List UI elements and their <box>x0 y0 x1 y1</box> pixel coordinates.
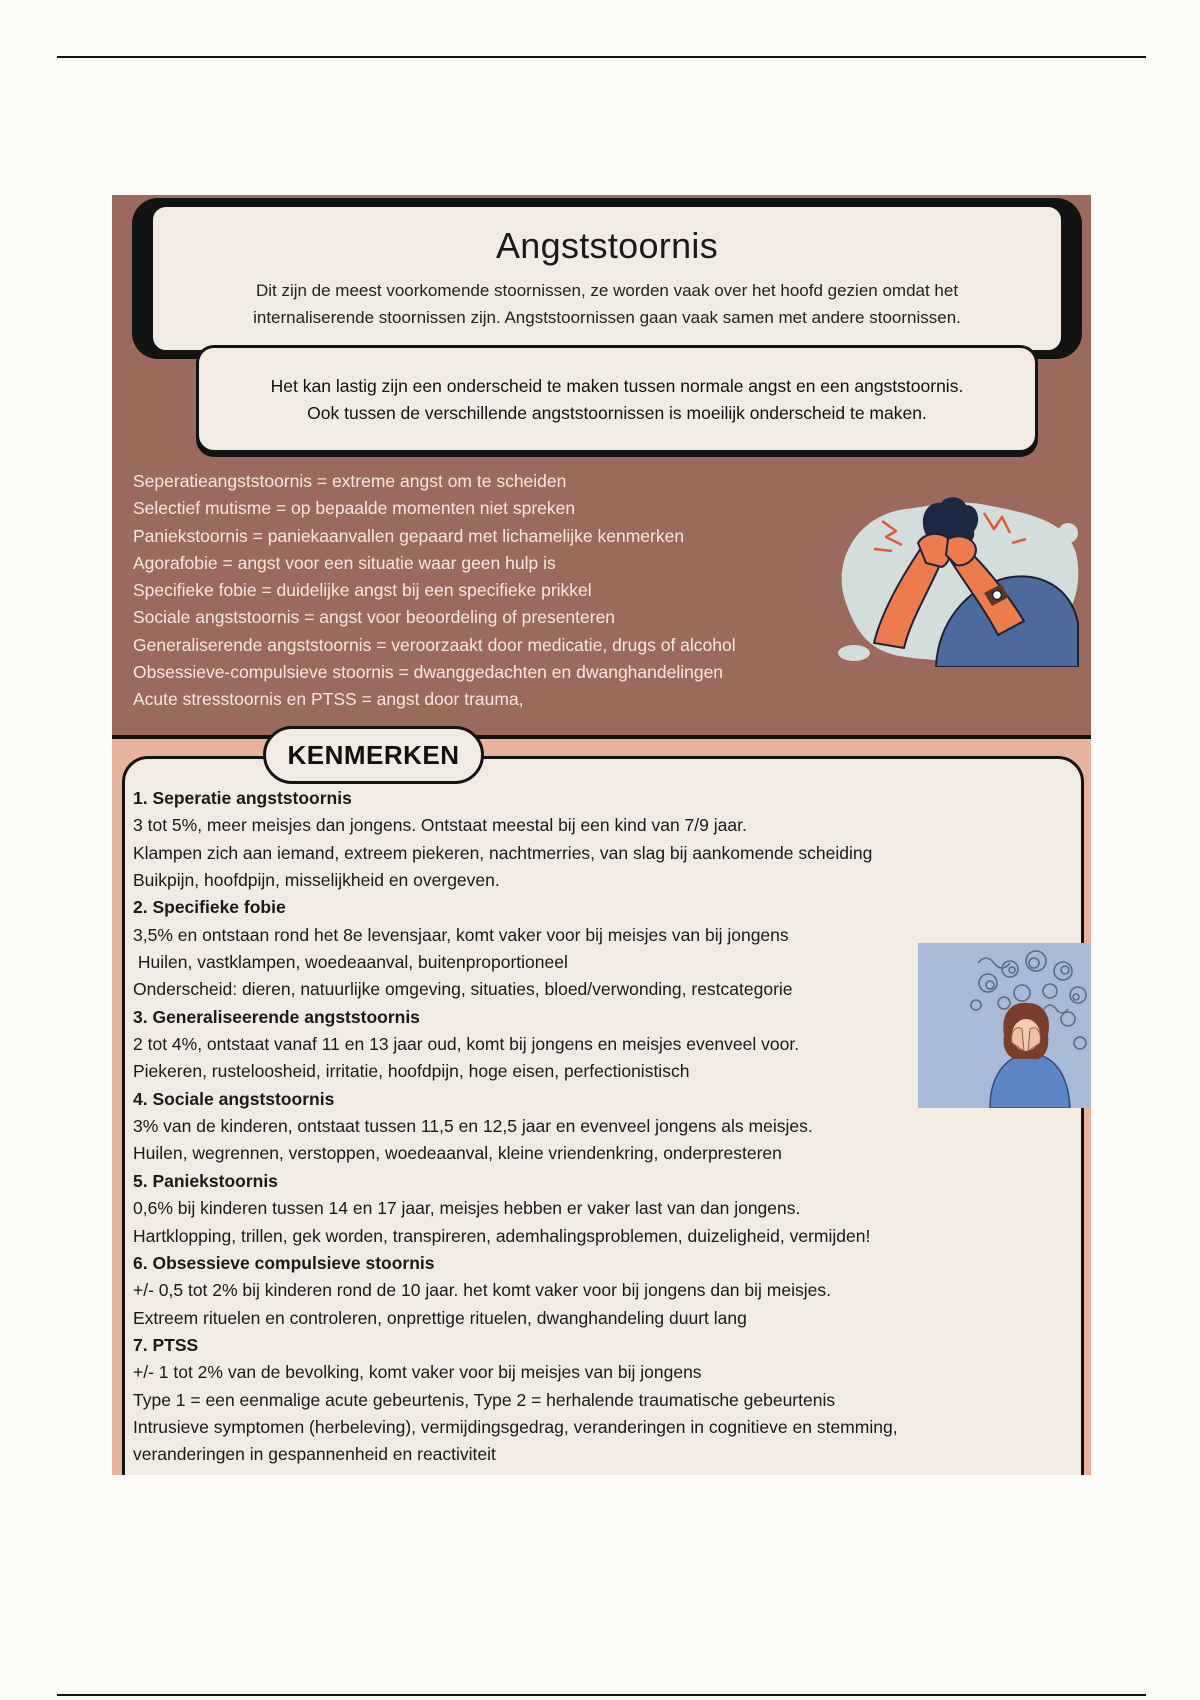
title-box <box>150 204 1064 353</box>
background-dot <box>1058 523 1078 543</box>
disorder-item: Obsessieve-compulsieve stoornis = dwanggedachten en dwanghandelingen <box>133 662 724 683</box>
note-line: Ook tussen de verschillende angststoornissen is moeilijk onderscheid te maken. <box>307 403 927 424</box>
item-line: Extreem rituelen en controleren, onprettige rituelen, dwanghandeling duurt lang <box>133 1307 747 1328</box>
stressed-woman-illustration <box>826 493 1082 667</box>
note-line: Het kan lastig zijn een onderscheid te maken tussen normale angst en een angststoornis. <box>270 376 964 396</box>
item-line: Hartklopping, trillen, gek worden, transpireren, ademhalingsproblemen, duizeligheid, vermijden! <box>133 1225 871 1246</box>
item-title: 5. Paniekstoornis <box>133 1170 278 1191</box>
item-title: 3. Generaliseerende angststoornis <box>133 1006 420 1027</box>
item-line: +/- 0,5 tot 2% bij kinderen rond de 10 jaar. het komt vaker voor bij jongens dan bij meisjes. <box>133 1280 831 1301</box>
disorder-item: Seperatieangststoornis = extreme angst om te scheiden <box>133 471 567 491</box>
item-line: Klampen zich aan iemand, extreem piekeren, nachtmerries, van slag bij aankomende scheiding <box>133 842 873 863</box>
item-line: 3 tot 5%, meer meisjes dan jongens. Ontstaat meestal bij een kind van 7/9 jaar. <box>133 815 747 836</box>
item-title: 7. PTSS <box>133 1334 199 1355</box>
intro-line: Dit zijn de meest voorkomende stoornissen, ze worden vaak over het hoofd gezien omdat het <box>255 281 959 300</box>
disorder-item: Sociale angststoornis = angst voor beoordeling of presenteren <box>133 607 616 628</box>
item-line: Huilen, vastklampen, woedeaanval, buitenproportioneel <box>133 952 568 973</box>
note-box <box>196 345 1038 453</box>
disorder-item: Acute stresstoornis en PTSS = angst door trauma, <box>133 689 524 710</box>
infographic-poster <box>112 195 1091 1475</box>
item-line: Huilen, wegrennen, verstoppen, woedeaanval, kleine vriendenkring, onderpresteren <box>133 1143 782 1164</box>
item-line: Intrusieve symptomen (herbeleving), vermijdingsgedrag, veranderingen in cognitieve en stemming, <box>133 1416 898 1437</box>
item-title: 4. Sociale angststoornis <box>133 1088 335 1109</box>
item-line: 2 tot 4%, ontstaat vanaf 11 en 13 jaar oud, komt bij jongens en meisjes evenveel voor. <box>133 1034 800 1055</box>
item-line: 3% van de kinderen, ontstaat tussen 11,5 en 12,5 jaar en evenveel jongens als meisjes. <box>133 1116 813 1137</box>
disorder-item: Selectief mutisme = op bepaalde momenten niet spreken <box>133 498 576 519</box>
kenmerken-list <box>133 785 898 1469</box>
disorder-item: Specifieke fobie = duidelijke angst bij een specifieke prikkel <box>133 580 592 601</box>
item-line: veranderingen in gespannenheid en reactiviteit <box>133 1444 496 1465</box>
item-line: 0,6% bij kinderen tussen 14 en 17 jaar, meisjes hebben er vaker last van dan jongens. <box>133 1198 801 1219</box>
bottom-rule <box>57 1694 1146 1696</box>
item-title: 2. Specifieke fobie <box>133 897 286 918</box>
item-line: 3,5% en ontstaan rond het 8e levensjaar, komt vaker voor bij meisjes van bij jongens <box>133 924 789 945</box>
disorder-list <box>133 468 736 714</box>
note-text <box>199 372 1035 427</box>
disorder-item: Agorafobie = angst voor een situatie waar geen hulp is <box>133 552 556 573</box>
item-line: +/- 1 tot 2% van de bevolking, komt vaker voor bij meisjes van bij jongens <box>133 1362 702 1383</box>
item-line: Onderscheid: dieren, natuurlijke omgeving, situaties, bloed/verwonding, restcategorie <box>133 979 793 1000</box>
disorder-item: Paniekstoornis = paniekaanvallen gepaard met lichamelijke kenmerken <box>133 525 685 546</box>
top-rule <box>57 56 1146 58</box>
watch-face <box>993 591 1002 600</box>
page-title: Angststoornis <box>495 225 718 266</box>
background-blob-small <box>838 645 870 661</box>
anxious-woman-illustration <box>918 943 1091 1108</box>
intro-line: internaliserende stoornissen zijn. Angststoornissen gaan vaak samen met andere stoornissen. <box>253 308 961 328</box>
disorder-item: Generaliserende angststoornis = veroorzaakt door medicatie, drugs of alcohol <box>133 634 736 655</box>
intro-text <box>153 277 1061 332</box>
item-line: Buikpijn, hoofdpijn, misselijkheid en overgeven. <box>133 870 500 891</box>
item-line: Type 1 = een eenmalige acute gebeurtenis, Type 2 = herhalende traumatische gebeurtenis <box>133 1389 836 1410</box>
item-title: 6. Obsessieve compulsieve stoornis <box>133 1252 435 1273</box>
item-line: Piekeren, rusteloosheid, irritatie, hoofdpijn, hoge eisen, perfectionistisch <box>133 1061 690 1082</box>
section-divider <box>112 735 1091 739</box>
kenmerken-heading: KENMERKEN <box>263 726 484 784</box>
item-title: 1. Seperatie angststoornis <box>133 788 352 808</box>
